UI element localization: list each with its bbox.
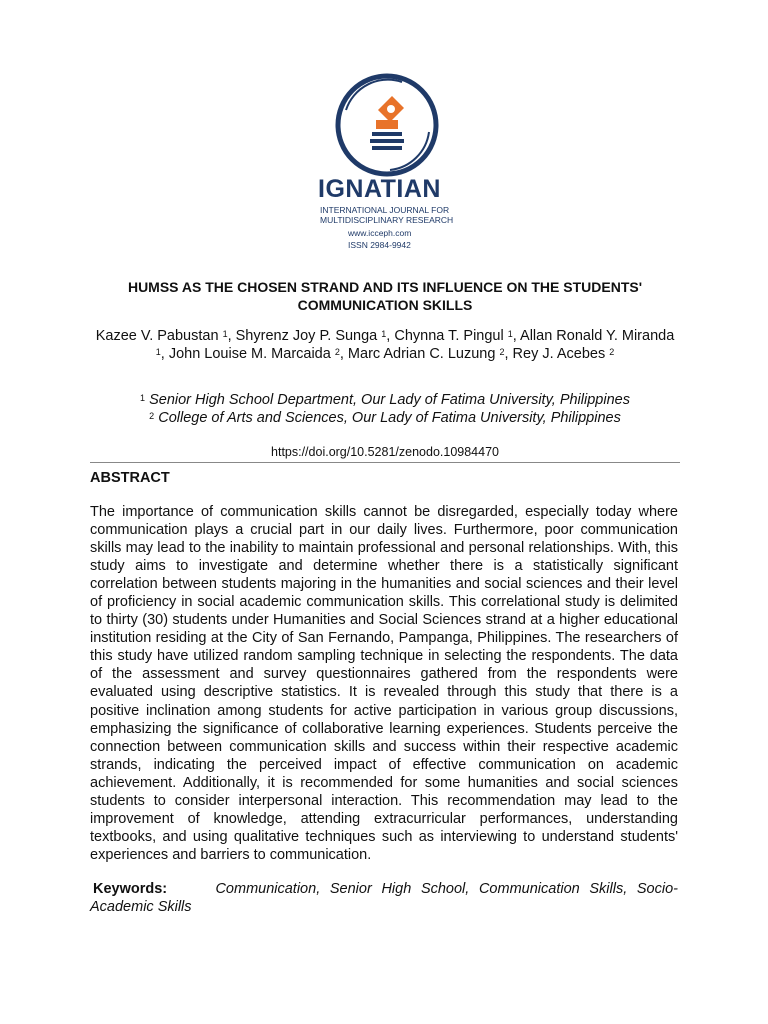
journal-name: IGNATIAN	[318, 175, 441, 203]
author-list: Kazee V. Pabustan $^1$, Shyrenz Joy P. Sunga $^1$, Chynna T. Pingul $^1$, Allan Ronald Y. Miranda $^1$, John Louise M. Marcaida $^2$, Marc Adrian C. Luzung $^2$, Rey J. Acebes $^2$	[95, 328, 675, 362]
keywords	[90, 880, 678, 916]
author-name: Marc Adrian C. Luzung	[347, 346, 496, 362]
paper-title-line1: HUMSS AS THE CHOSEN STRAND AND ITS INFLUENCE ON THE STUDENTS'	[127, 279, 643, 295]
affiliation-text: Senior High School Department, Our Lady of Fatima University, Philippines	[149, 392, 630, 408]
author-name: Shyrenz Joy P. Sunga	[235, 328, 378, 344]
author-name: Chynna T. Pingul	[394, 328, 504, 344]
keywords-label: Keywords:	[93, 881, 168, 897]
affiliation-1	[90, 391, 680, 409]
affiliation-mark: 2	[149, 411, 155, 421]
journal-logo	[312, 70, 462, 255]
affiliation-mark: 2	[499, 347, 505, 357]
journal-subtitle-line2: MULTIDISCIPLINARY RESEARCH	[320, 215, 454, 225]
affiliation-mark: 1	[381, 329, 387, 339]
paper-title-line2: COMMUNICATION SKILLS	[297, 297, 473, 313]
affiliation-mark: 1	[155, 347, 161, 357]
affiliation-mark: 1	[507, 329, 513, 339]
affiliation-mark: 1	[140, 393, 146, 403]
journal-emblem-icon	[332, 70, 442, 180]
affiliation-mark: 2	[609, 347, 615, 357]
journal-issn: ISSN 2984-9942	[348, 240, 411, 250]
journal-url: www.icceph.com	[348, 228, 412, 238]
abstract-text: The importance of communication skills cannot be disregarded, especially today where communication plays a crucial part in our daily lives. Furthermore, poor communication skills may lead to the inability to maintain professional and personal relationships. With, this study aims to investigate and determine whether there is a statistically significant correlation between students majoring in the humanities and social sciences and their level of proficiency in social academic communication skills. This correlational study is delimited to thirty (30) students under Humanities and Social Sciences strand at a higher educational institution residing at the City of San Fernando, Pampanga, Philippines. The researchers of this study have utilized random sampling technique in selecting the respondents. The data of the assessment and survey questionnaires gathered from the respondents were evaluated using descriptive statistics. It is revealed through this study that there is a positive inclination among students for active participation in various group discussions, emphasizing the significance of collaborative learning experiences. Students perceive the connection between communication skills and success within their respective academic strands, indicating the perceived impact of effective communication on academic achievement. Additionally, it is recommended for some humanities and social sciences students to consider interpersonal interaction. This recommendation may lead to the improvement of knowledge, attending extracurricular performances, understanding textbooks, and using qualitative techniques such as interviewing to understand students' experiences and barriers to communication.	[90, 504, 678, 863]
doi-link[interactable]: https://doi.org/10.5281/zenodo.10984470	[271, 445, 499, 459]
author-name: John Louise M. Marcaida	[168, 346, 331, 362]
affiliation-2	[90, 409, 680, 427]
keywords-list: Communication, Senior High School, Communication Skills, Socio-Academic Skills	[90, 881, 678, 915]
affiliation-mark: 2	[334, 347, 340, 357]
journal-subtitle-line1: INTERNATIONAL JOURNAL FOR	[320, 205, 450, 215]
paper-title	[90, 278, 680, 314]
author-name: Rey J. Acebes	[512, 346, 606, 362]
section-divider	[90, 462, 680, 463]
affiliation-mark: 1	[222, 329, 228, 339]
abstract-heading: ABSTRACT	[90, 470, 170, 486]
author-name: Kazee V. Pabustan	[95, 328, 219, 344]
journal-subtitle	[320, 205, 460, 225]
author-name: Allan Ronald Y. Miranda	[520, 328, 675, 344]
affiliation-text: College of Arts and Sciences, Our Lady of Fatima University, Philippines	[158, 410, 621, 426]
